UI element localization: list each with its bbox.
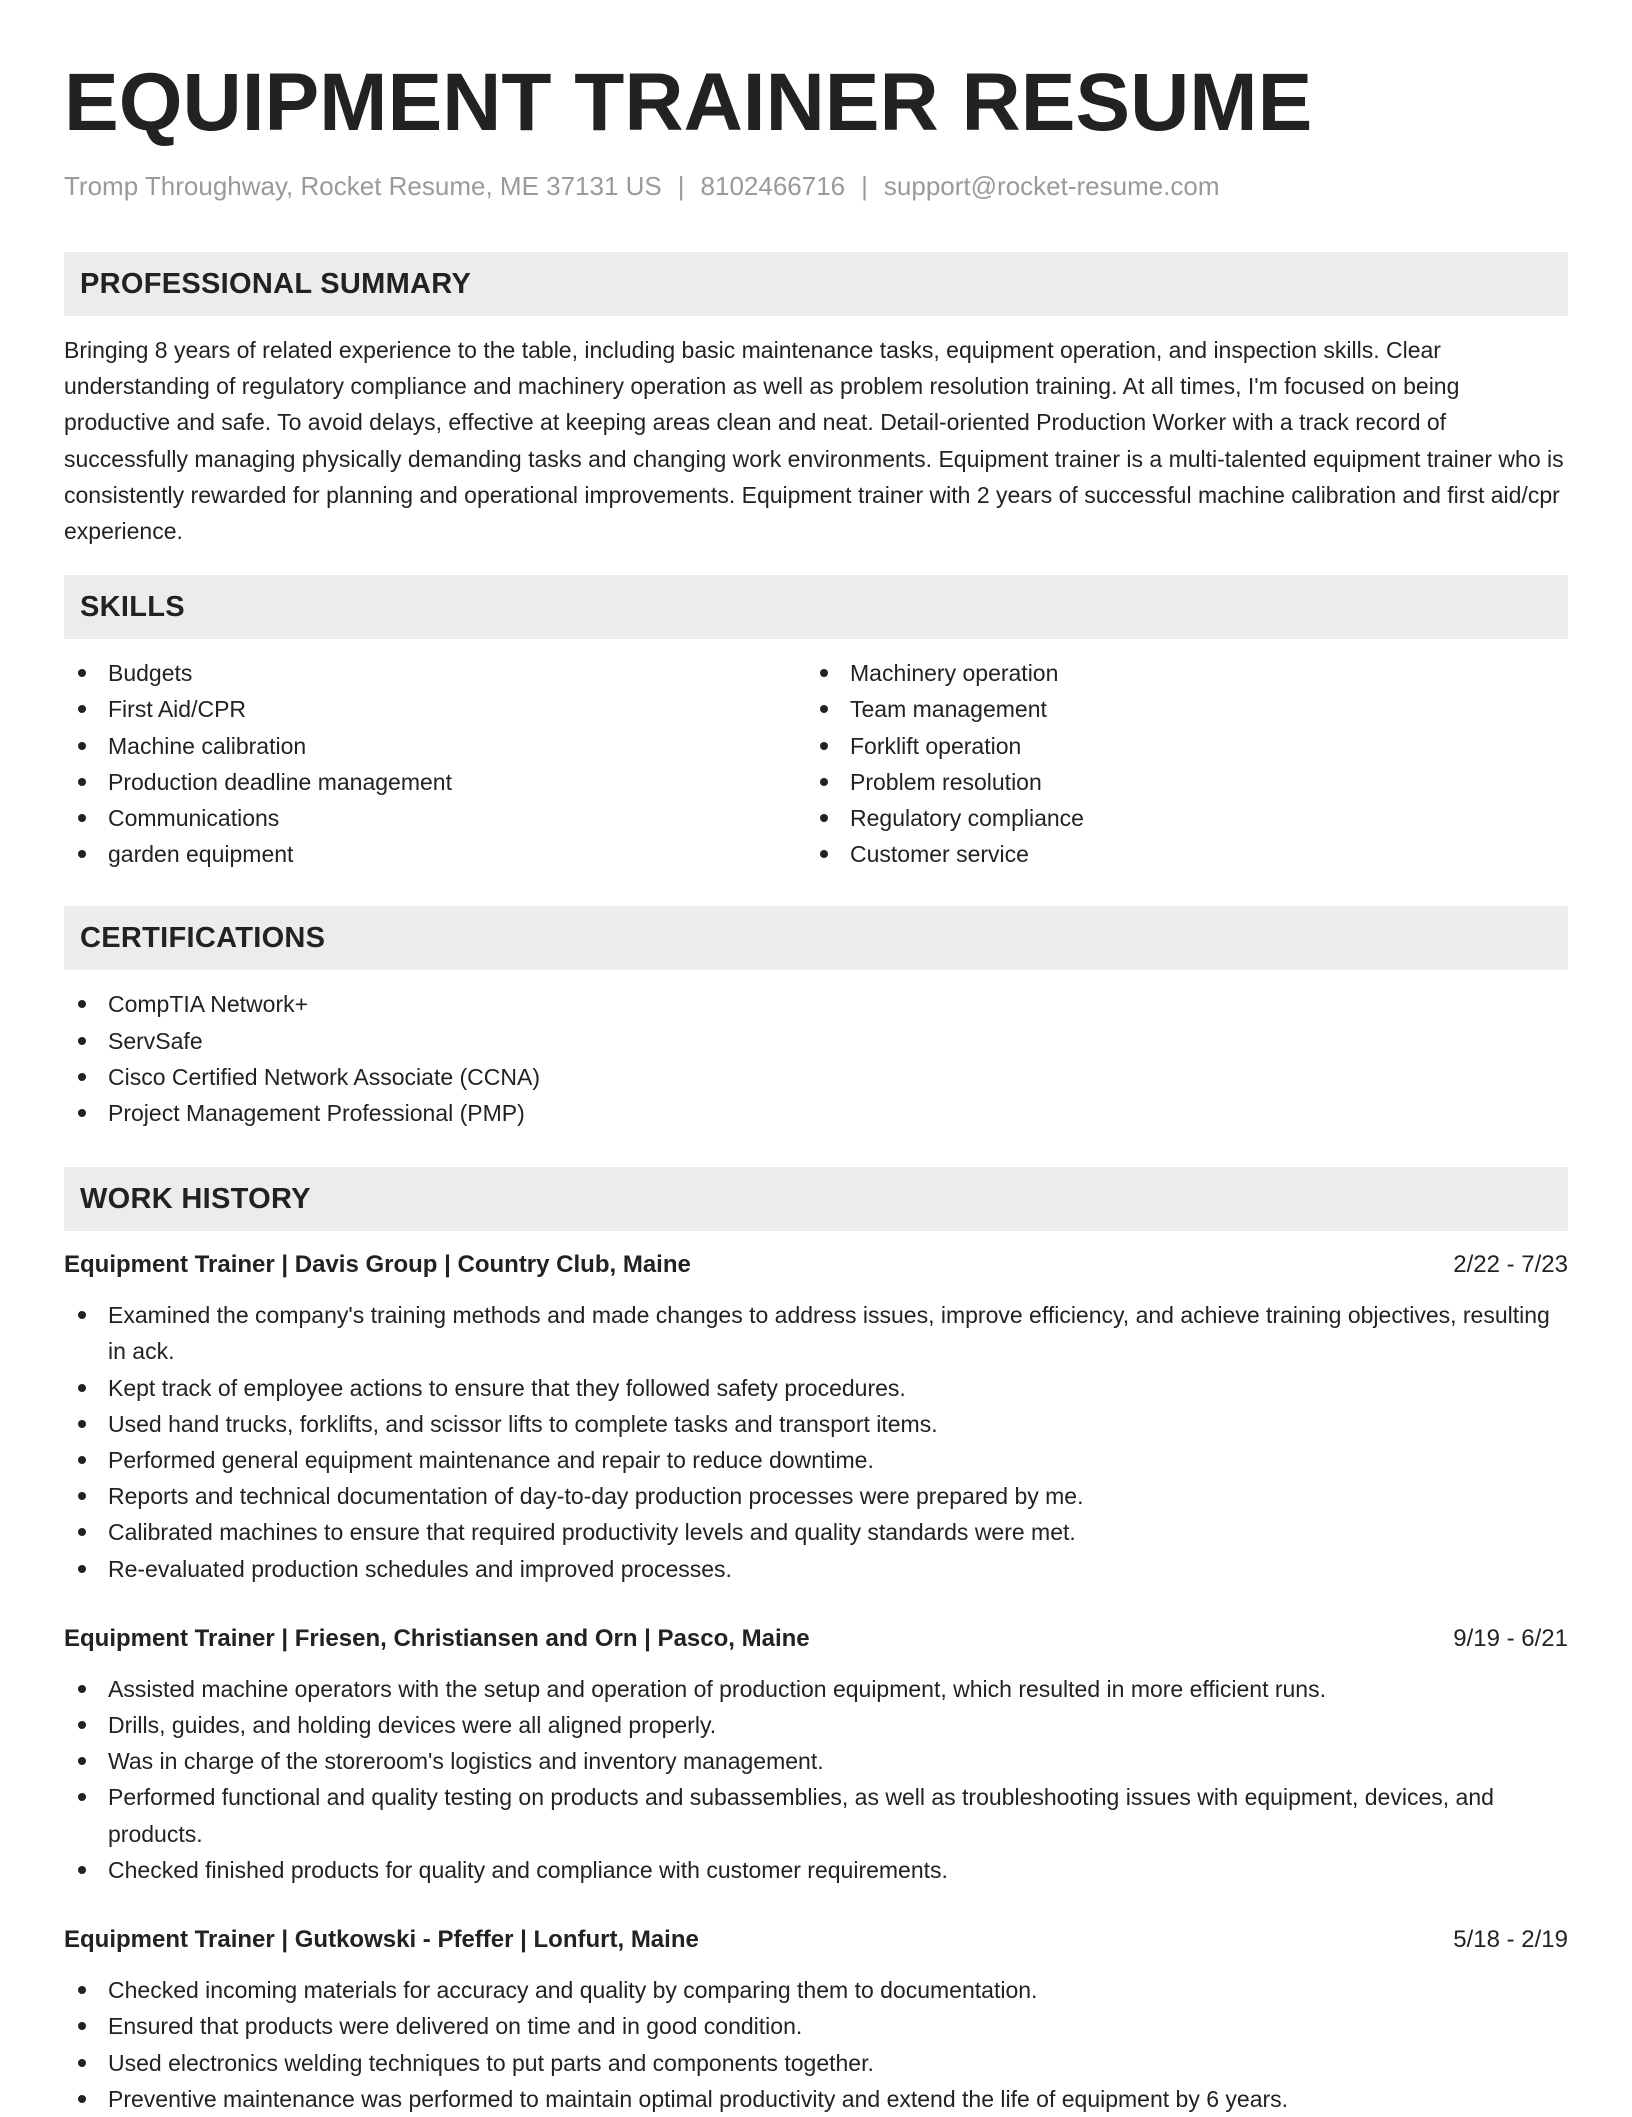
bullet-icon	[78, 1721, 86, 1729]
bullet-icon	[78, 1528, 86, 1536]
bullet-icon	[78, 1456, 86, 1464]
skill-label: Budgets	[108, 660, 193, 687]
job-duty	[64, 1442, 1568, 1478]
skills-column-left	[64, 655, 806, 872]
bullet-icon	[78, 742, 86, 750]
bullet-icon	[820, 705, 828, 713]
certification-label: CompTIA Network+	[108, 991, 309, 1018]
page-title: EQUIPMENT TRAINER RESUME	[64, 57, 1313, 148]
job-duty	[64, 1551, 1568, 1587]
job-duty	[64, 1779, 1568, 1851]
certification-item	[64, 1023, 1568, 1059]
job-duties	[64, 1972, 1568, 2117]
duty-text: Examined the company's training methods and made changes to address issues, improve efficiency, and achieve training objectives, resulting in ack.	[108, 1302, 1550, 1365]
job-duty	[64, 1297, 1568, 1369]
bullet-icon	[78, 1866, 86, 1874]
job-dates: 5/18 - 2/19	[1453, 1926, 1568, 1954]
skills-column-right	[806, 655, 1548, 872]
bullet-icon	[78, 2022, 86, 2030]
skill-item	[806, 764, 1548, 800]
skill-label: Production deadline management	[108, 768, 452, 795]
skill-item	[806, 800, 1548, 836]
certification-label: Cisco Certified Network Associate (CCNA)	[108, 1063, 541, 1090]
skill-item	[64, 728, 806, 764]
summary-heading: PROFESSIONAL SUMMARY	[64, 252, 1568, 316]
job-duty	[64, 1852, 1568, 1888]
job-dates: 9/19 - 6/21	[1453, 1624, 1568, 1652]
job-duty	[64, 2081, 1568, 2117]
skill-label: Customer service	[850, 841, 1029, 868]
skill-item	[64, 764, 806, 800]
bullet-icon	[78, 778, 86, 786]
bullet-icon	[78, 1793, 86, 1801]
resume-page	[64, 0, 1568, 2117]
job-duty	[64, 1707, 1568, 1743]
job-header	[64, 1247, 1568, 1283]
certification-label: ServSafe	[108, 1027, 203, 1054]
certification-item	[64, 986, 1568, 1022]
skill-label: Problem resolution	[850, 768, 1042, 795]
bullet-icon	[78, 1037, 86, 1045]
job-duties	[64, 1671, 1568, 1888]
duty-text: Used hand trucks, forklifts, and scissor lifts to complete tasks and transport items.	[108, 1410, 938, 1437]
bullet-icon	[820, 669, 828, 677]
bullet-icon	[78, 2059, 86, 2067]
skill-item	[64, 836, 806, 872]
duty-text: Performed functional and quality testing on products and subassemblies, as well as troubleshooting issues with equipment, devices, and products.	[108, 1784, 1494, 1847]
bullet-icon	[78, 1492, 86, 1500]
job-duty	[64, 2045, 1568, 2081]
skill-label: Regulatory compliance	[850, 805, 1084, 832]
duty-text: Calibrated machines to ensure that required productivity levels and quality standards were met.	[108, 1519, 1076, 1546]
work-history-heading: WORK HISTORY	[64, 1167, 1568, 1231]
contact-phone: 8102466716	[700, 171, 846, 201]
certification-item	[64, 1059, 1568, 1095]
certifications-heading: CERTIFICATIONS	[64, 906, 1568, 970]
bullet-icon	[820, 778, 828, 786]
contact-separator: |	[861, 171, 868, 201]
bullet-icon	[78, 814, 86, 822]
bullet-icon	[78, 1986, 86, 1994]
bullet-icon	[78, 1685, 86, 1693]
skill-item	[806, 655, 1548, 691]
job-duty	[64, 1743, 1568, 1779]
job-header	[64, 1621, 1568, 1657]
skill-item	[806, 691, 1548, 727]
certification-label: Project Management Professional (PMP)	[108, 1100, 525, 1127]
skill-item	[806, 836, 1548, 872]
skill-item	[806, 728, 1548, 764]
bullet-icon	[78, 1565, 86, 1573]
contact-address: Tromp Throughway, Rocket Resume, ME 37131 US	[64, 171, 662, 201]
certification-item	[64, 1095, 1568, 1131]
bullet-icon	[820, 742, 828, 750]
skill-label: Communications	[108, 805, 280, 832]
job-duty	[64, 1671, 1568, 1707]
contact-separator: |	[677, 171, 685, 201]
bullet-icon	[78, 669, 86, 677]
skill-label: garden equipment	[108, 841, 294, 868]
skill-item	[64, 655, 806, 691]
duty-text: Used electronics welding techniques to put parts and components together.	[108, 2049, 874, 2076]
duty-text: Assisted machine operators with the setup and operation of production equipment, which resulted in more efficient runs.	[108, 1675, 1326, 1702]
bullet-icon	[78, 705, 86, 713]
skill-label: Machinery operation	[850, 660, 1059, 687]
bullet-icon	[78, 1000, 86, 1008]
bullet-icon	[78, 2095, 86, 2103]
duty-text: Drills, guides, and holding devices were all aligned properly.	[108, 1712, 717, 1739]
bullet-icon	[78, 850, 86, 858]
duty-text: Kept track of employee actions to ensure that they followed safety procedures.	[108, 1374, 906, 1401]
job-duty	[64, 2008, 1568, 2044]
duty-text: Checked finished products for quality and compliance with customer requirements.	[108, 1856, 948, 1883]
summary-text: Bringing 8 years of related experience to the table, including basic maintenance tasks, equipment operation, and inspection skills. Clear understanding of regulatory compliance and machinery operation as well as problem resolution training. At all times, I'm focused on being productive and safe. To avoid delays, effective at keeping areas clean and neat. Detail-oriented Production Worker with a track record of successfully managing physically demanding tasks and changing work environments. Equipment trainer is a multi-talented equipment trainer who is consistently rewarded for planning and operational improvements. Equipment trainer with 2 years of successful machine calibration and first aid/cpr experience.	[64, 337, 1564, 545]
duty-text: Reports and technical documentation of day-to-day production processes were prepared by me.	[108, 1483, 1084, 1510]
job-duty	[64, 1406, 1568, 1442]
bullet-icon	[78, 1073, 86, 1081]
skill-label: First Aid/CPR	[108, 696, 247, 723]
job-duty	[64, 1972, 1568, 2008]
job-duty	[64, 1478, 1568, 1514]
skills-heading: SKILLS	[64, 575, 1568, 639]
job-title: Equipment Trainer | Gutkowski - Pfeffer | Lonfurt, Maine	[64, 1926, 699, 1954]
job-entry	[64, 1621, 1568, 1888]
contact-email: support@rocket-resume.com	[883, 171, 1220, 201]
job-entry	[64, 1247, 1568, 1587]
skills-list	[64, 655, 1568, 872]
duty-text: Was in charge of the storeroom's logistics and inventory management.	[108, 1748, 824, 1775]
skill-label: Forklift operation	[850, 732, 1022, 759]
contact-line	[64, 170, 1568, 202]
job-title: Equipment Trainer | Davis Group | Country Club, Maine	[64, 1251, 691, 1279]
job-duty	[64, 1514, 1568, 1550]
job-duty	[64, 1370, 1568, 1406]
skill-label: Machine calibration	[108, 732, 307, 759]
bullet-icon	[78, 1420, 86, 1428]
certifications-list	[64, 986, 1568, 1131]
skill-label: Team management	[850, 696, 1047, 723]
bullet-icon	[78, 1384, 86, 1392]
job-header	[64, 1922, 1568, 1958]
duty-text: Performed general equipment maintenance and repair to reduce downtime.	[108, 1447, 874, 1474]
bullet-icon	[78, 1109, 86, 1117]
job-dates: 2/22 - 7/23	[1453, 1251, 1568, 1279]
job-entry	[64, 1922, 1568, 2117]
job-title: Equipment Trainer | Friesen, Christiansen and Orn | Pasco, Maine	[64, 1624, 810, 1652]
duty-text: Checked incoming materials for accuracy and quality by comparing them to documentation.	[108, 1977, 1038, 2004]
bullet-icon	[820, 814, 828, 822]
duty-text: Preventive maintenance was performed to maintain optimal productivity and extend the life of equipment by 6 years.	[108, 2085, 1289, 2112]
duty-text: Re-evaluated production schedules and improved processes.	[108, 1555, 732, 1582]
skill-item	[64, 691, 806, 727]
duty-text: Ensured that products were delivered on time and in good condition.	[108, 2013, 803, 2040]
skill-item	[64, 800, 806, 836]
job-duties	[64, 1297, 1568, 1587]
bullet-icon	[78, 1311, 86, 1319]
bullet-icon	[78, 1757, 86, 1765]
bullet-icon	[820, 850, 828, 858]
